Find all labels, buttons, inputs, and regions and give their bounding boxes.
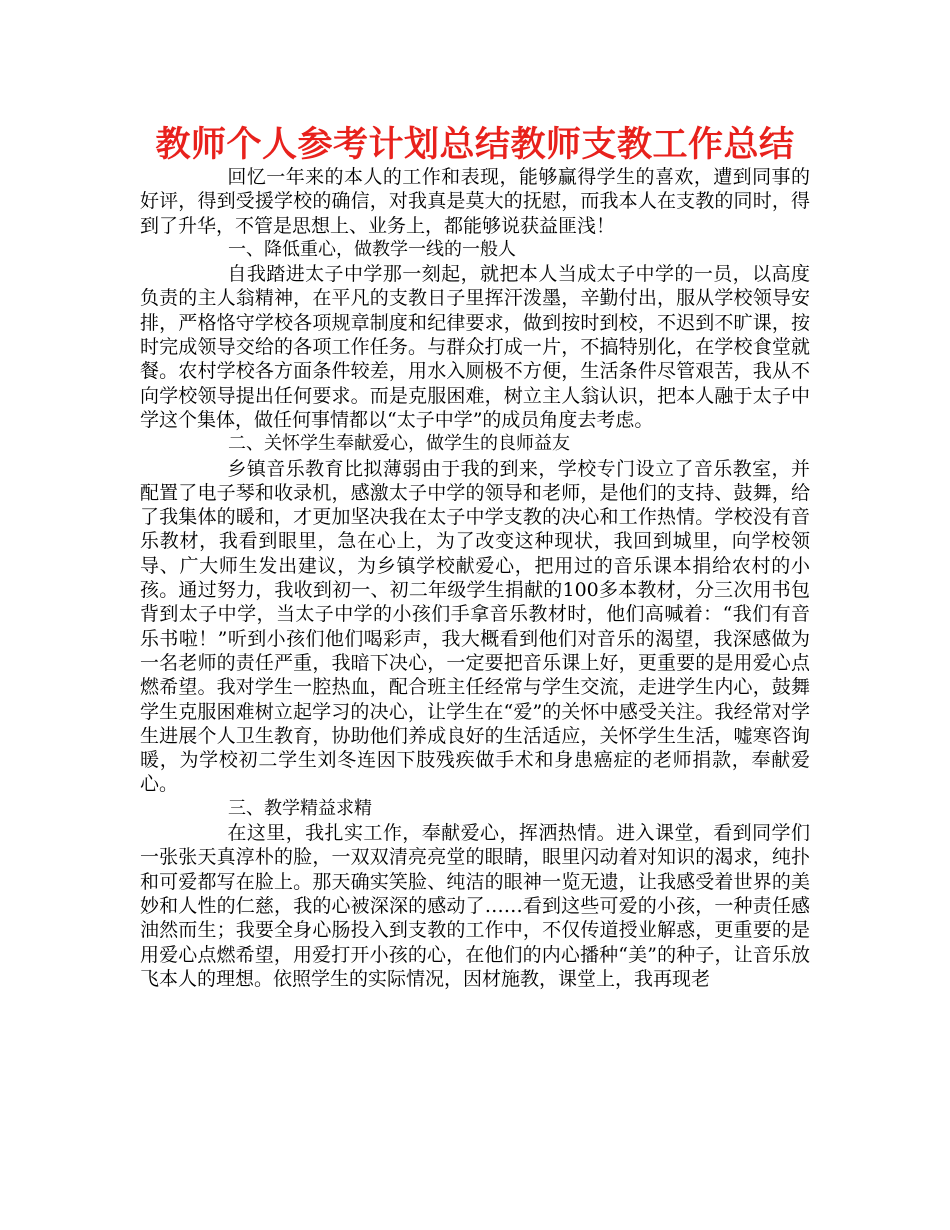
paragraph-section-3: 在这里，我扎实工作，奉献爱心，挥洒热情。进入课堂，看到同学们一张张天真淳朴的脸，一双双清亮亮堂的眼睛，眼里闪动着对知识的渴求，纯扑和可爱都写在脸上。那天确实笑脸、纯洁的眼神一览无遗，让我感受着世界的美妙和人性的仁慈，我的心被深深的感动了……看到这些可爱的小孩，一种责任感油然而生；我要全身心肠投入到支教的工作中，不仅传道授业解惑，更重要的是用爱心点燃希望，用爱打开小孩的心，在他们的内心播种“美”的种子，让音乐放飞本人的理想。依照学生的实际情况，因材施教，课堂上，我再现老: [140, 822, 810, 990]
document-title: 教师个人参考计划总结教师支教工作总结: [155, 125, 795, 165]
paragraph-section-2: 乡镇音乐教育比拟薄弱由于我的到来，学校专门设立了音乐教室，并配置了电子琴和收录机，感激太子中学的领导和老师，是他们的支持、鼓舞，给了我集体的暖和，才更加坚决我在太子中学支教的决心和工作热情。学校没有音乐教材，我看到眼里，急在心上，为了改变这种现状，我回到城里，向学校领导、广大师生发出建议，为乡镇学校献爱心，把用过的音乐课本捐给农村的小孩。通过努力，我收到初一、初二年级学生捐献的100多本教材，分三次用书包背到太子中学，当太子中学的小孩们手拿音乐教材时，他们高喊着：“我们有音乐书啦！”听到小孩们他们喝彩声，我大概看到他们对音乐的渴望，我深感做为一名老师的责任严重，我暗下决心，一定要把音乐课上好，更重要的是用爱心点燃希望。我对学生一腔热血，配合班主任经常与学生交流，走进学生内心，鼓舞学生克服困难树立起学习的决心，让学生在“爱”的关怀中感受关注。我经常对学生进展个人卫生教育，协助他们养成良好的生活适应，关怀学生生活，嘘寒咨询暖，为学校初二学生刘冬连因下肢残疾做手术和身患癌症的老师捐款，奉献爱心。: [140, 457, 810, 796]
section-heading-3: 三、教学精益求精: [228, 797, 372, 819]
paragraph-intro: 回忆一年来的本人的工作和表现，能够赢得学生的喜欢，遭到同事的好评，得到受援学校的确信，对我真是莫大的抚慰，而我本人在支教的同时，得到了升华，不管是思想上、业务上，都能够说获益匪浅！: [140, 166, 810, 237]
paragraph-section-1: 自我踏进太子中学那一刻起，就把本人当成太子中学的一员，以高度负责的主人翁精神，在平凡的支教日子里挥汗泼墨，辛勤付出，服从学校领导安排，严格恪守学校各项规章制度和纪律要求，做到按时到校，不迟到不旷课，按时完成领导交给的各项工作任务。与群众打成一片，不搞特别化，在学校食堂就餐。农村学校各方面条件较差，用水入厕极不方便，生活条件尽管艰苦，我从不向学校领导提出任何要求。而是克服困难，树立主人翁认识，把本人融于太子中学这个集体，做任何事情都以“太子中学”的成员角度去考虑。: [140, 263, 810, 431]
section-heading-1: 一、降低重心，做教学一线的一般人: [228, 238, 516, 260]
section-heading-2: 二、关怀学生奉献爱心，做学生的良师益友: [228, 433, 570, 455]
document-body: [140, 165, 810, 991]
